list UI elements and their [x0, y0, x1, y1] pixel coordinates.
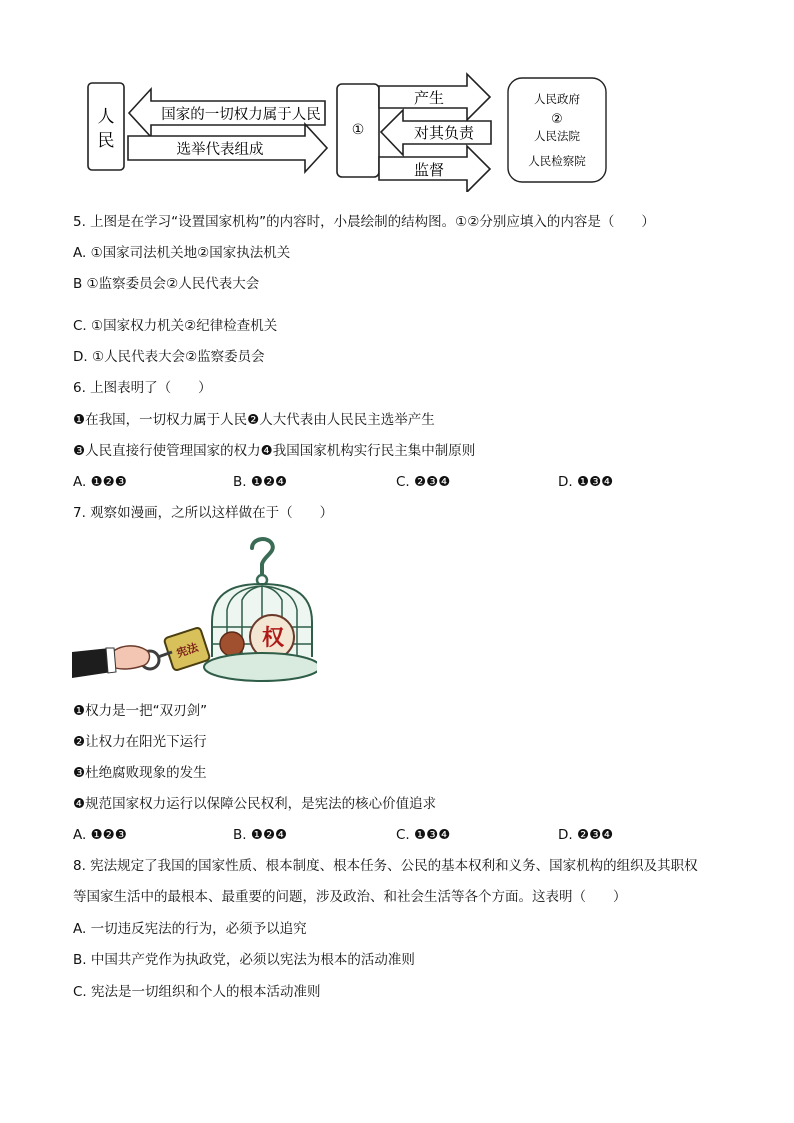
power-ball-label: 权 — [261, 626, 285, 651]
q5-option-d: D. ①人民代表大会②监察委员会 — [73, 349, 265, 365]
q6-option-c: C. ❷❸❹ — [396, 474, 451, 490]
q8-stem-line-2: 等国家生活中的最根本、最重要的问题，涉及政治、和社会生活等各个方面。这表明（ ） — [73, 889, 627, 905]
arrow-responsible-label: 对其负责 — [413, 124, 475, 142]
q7-statement-3: ❸杜绝腐败现象的发生 — [73, 765, 207, 781]
question-mark-hook — [252, 539, 273, 574]
q7-statement-2: ❷让权力在阳光下运行 — [73, 734, 207, 750]
q7-option-a: A. ❶❷❸ — [73, 827, 127, 843]
q8-option-a: A. 一切违反宪法的行为，必须予以追究 — [73, 921, 307, 937]
q6-statements-2: ❸人民直接行使管理国家的权力❹我国国家机构实行民主集中制原则 — [73, 443, 476, 459]
arrow-power-belongs-label: 国家的一切权力属于人民 — [161, 107, 321, 123]
q5-stem: 5. 上图是在学习“设置国家机构”的内容时，小晨绘制的结构图。①②分别应填入的内容是（ ） — [73, 214, 655, 230]
cage-base — [204, 653, 317, 681]
state-organs-court: 人民法院 — [534, 129, 580, 143]
cartoon-caged-power — [72, 532, 317, 692]
people-label-2: 民 — [97, 131, 115, 151]
q8-option-c: C. 宪法是一切组织和个人的根本活动准则 — [73, 984, 321, 1000]
q7-option-b: B. ❶❷❹ — [233, 827, 288, 843]
q6-option-a: A. ❶❷❸ — [73, 474, 127, 490]
state-organs-procuratorate: 人民检察院 — [528, 154, 586, 168]
q8-stem-line-1: 8. 宪法规定了我国的国家性质、根本制度、根本任务、公民的基本权利和义务、国家机构的组织及其职权 — [73, 858, 698, 874]
q7-option-c: C. ❶❸❹ — [396, 827, 451, 843]
cuff — [106, 648, 116, 673]
state-organs-blank: ② — [551, 112, 563, 127]
padlock-label: 宪法 — [174, 640, 200, 661]
people-label-1: 人 — [97, 107, 115, 127]
structure-diagram — [85, 72, 615, 192]
q6-option-d: D. ❶❸❹ — [558, 474, 614, 490]
arrow-elect-representatives-label: 选举代表组成 — [176, 142, 264, 158]
q5-option-c: C. ①国家权力机关②纪律检查机关 — [73, 318, 278, 334]
power-ball-secondary — [220, 632, 244, 656]
q7-option-d: D. ❷❸❹ — [558, 827, 614, 843]
arrow-produce-label: 产生 — [413, 89, 445, 107]
q6-stem: 6. 上图表明了（ ） — [73, 380, 212, 396]
arrow-supervise-label: 监督 — [413, 161, 445, 179]
q7-statement-4: ❹规范国家权力运行以保障公民权利，是宪法的核心价值追求 — [73, 796, 437, 812]
q5-option-a: A. ①国家司法机关地②国家执法机关 — [73, 245, 291, 261]
q6-statements-1: ❶在我国，一切权力属于人民❷人大代表由人民民主选举产生 — [73, 412, 435, 428]
center-box-label: ① — [351, 122, 365, 138]
q7-stem: 7. 观察如漫画，之所以这样做在于（ ） — [73, 505, 334, 521]
state-organs-government: 人民政府 — [534, 92, 580, 106]
q6-option-b: B. ❶❷❹ — [233, 474, 288, 490]
q8-option-b: B. 中国共产党作为执政党，必须以宪法为根本的活动准则 — [73, 952, 415, 968]
q5-option-b: B ①监察委员会②人民代表大会 — [73, 276, 260, 292]
q7-statement-1: ❶权力是一把“双刃剑” — [73, 703, 208, 719]
